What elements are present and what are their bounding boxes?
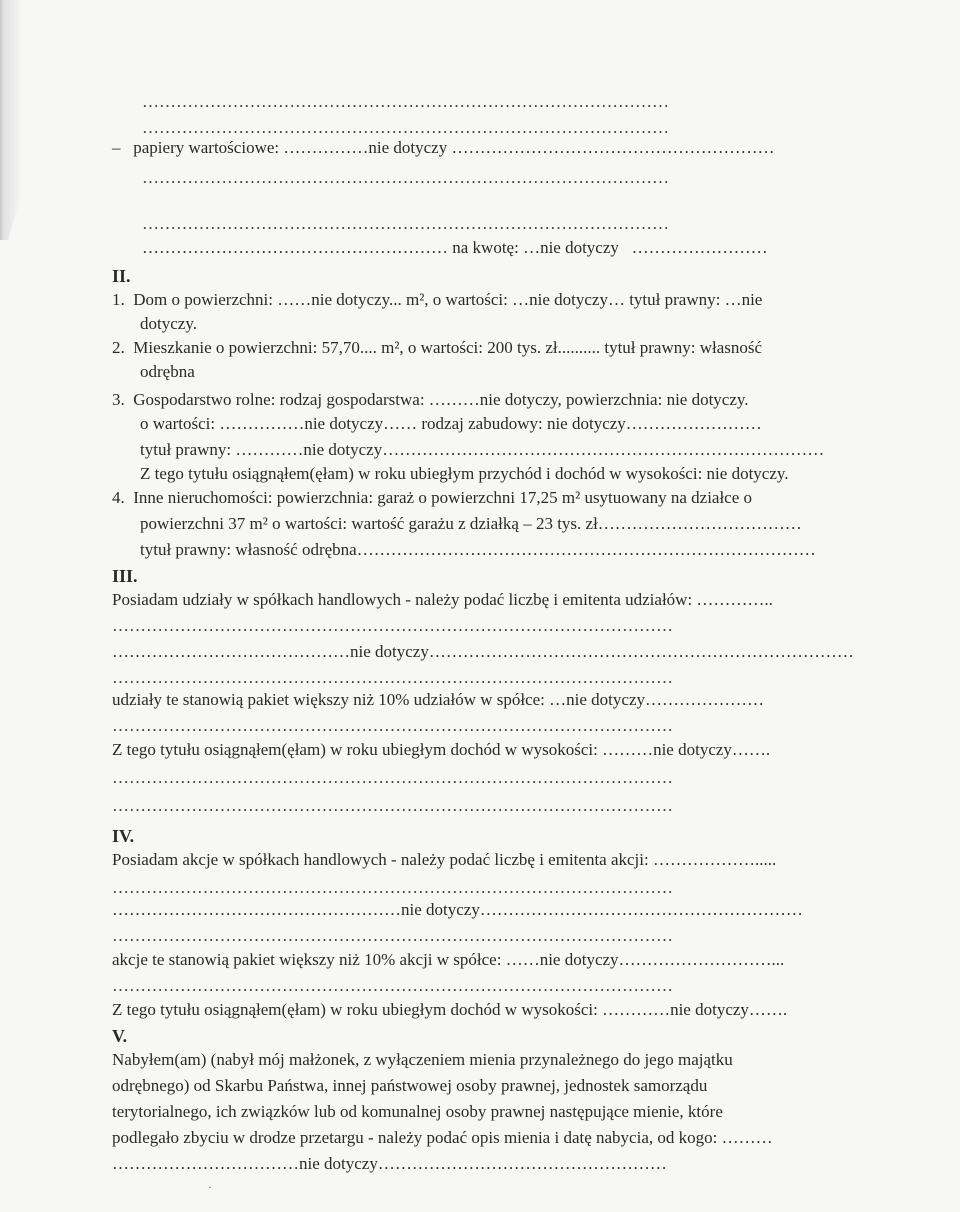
securities-line: – papiery wartościowe: ……………nie dotyczy ………………………………………………… [112, 138, 775, 157]
dotted-line: ……………………………………………………………………………………… [112, 668, 673, 687]
amount-line: ……………………………………………… na kwotę: …nie dotyczy …………………… [142, 238, 768, 257]
house-line-cont: dotyczy. [140, 314, 197, 333]
dotted-line: ……………………………………………………………………………………… [112, 796, 673, 815]
dotted-line: ……………………………………………………………………………………… [112, 768, 673, 787]
dotted-line: ……………………………………………………………………………………… [112, 716, 673, 735]
other-property-title: tytuł prawny: własność odrębna……………………………………………………………………… [140, 540, 816, 559]
acquisition-value-line: ……………………………nie dotyczy…………………………………………… [112, 1154, 667, 1173]
dotted-line: ………………………………………………………………………………… [142, 92, 669, 111]
acquisition-line: terytorialnego, ich związków lub od komunalnej osoby prawnej następujące mienie, które [112, 1102, 723, 1121]
stocks-line: Posiadam akcje w spółkach handlowych - należy podać liczbę i emitenta akcji: ………………..... [112, 850, 777, 869]
other-property-line: 4. Inne nieruchomości: powierzchnia: garaż o powierzchni 17,25 m² usytuowany na działce o [112, 488, 753, 507]
scan-speck: · [208, 1180, 212, 1194]
dotted-line: ………………………………………………………………………………… [142, 168, 669, 187]
house-line: 1. Dom o powierzchni: ……nie dotyczy... m², o wartości: …nie dotyczy… tytuł prawny: …nie [112, 290, 763, 309]
apartment-line: 2. Mieszkanie o powierzchni: 57,70.... m², o wartości: 200 tys. zł.......... tytuł prawny: własność [112, 338, 763, 357]
acquisition-line: podlegało zbyciu w drodze przetargu - należy podać opis mienia i datę nabycia, od kogo: ……… [112, 1128, 773, 1147]
shares-package-line: udziały te stanowią pakiet większy niż 10% udziałów w spółce: …nie dotyczy………………… [112, 690, 764, 709]
farm-income-line: Z tego tytułu osiągnąłem(ęłam) w roku ubiegłym przychód i dochód w wysokości: nie dotyczy. [140, 464, 789, 483]
stocks-income-line: Z tego tytułu osiągnąłem(ęłam) w roku ubiegłym dochód w wysokości: …………nie dotyczy……. [112, 1000, 788, 1019]
dotted-line: ……………………………………………………………………………………… [112, 926, 673, 945]
dotted-line: ……………………………………………………………………………………… [112, 616, 673, 635]
dotted-line: ……………………………………………………………………………………… [112, 878, 673, 897]
section-heading: III. [112, 566, 138, 586]
acquisition-line: Nabyłem(am) (nabył mój małżonek, z wyłączeniem mienia przynależnego do jego majątku [112, 1050, 733, 1069]
section-heading: V. [112, 1026, 128, 1046]
dotted-line: ………………………………………………………………………………… [142, 118, 669, 137]
page-fold-shadow [0, 0, 80, 1212]
dotted-line: ………………………………………………………………………………… [142, 214, 669, 233]
shares-income-line: Z tego tytułu osiągnąłem(ęłam) w roku ubiegłym dochód w wysokości: ………nie dotyczy……. [112, 740, 771, 759]
stocks-package-line: akcje te stanowią pakiet większy niż 10% akcji w spółce: ……nie dotyczy………………………... [112, 950, 785, 969]
shares-line: Posiadam udziały w spółkach handlowych - należy podać liczbę i emitenta udziałów: ………….. [112, 590, 773, 609]
apartment-line-cont: odrębna [140, 362, 195, 381]
dotted-line: ……………………………………………………………………………………… [112, 976, 673, 995]
acquisition-line: odrębnego) od Skarbu Państwa, innej państwowej osoby prawnej, jednostek samorządu [112, 1076, 708, 1095]
stocks-value-line: ……………………………………………nie dotyczy………………………………………………… [112, 900, 803, 919]
farm-value-line: o wartości: ……………nie dotyczy…… rodzaj zabudowy: nie dotyczy…………………… [140, 414, 762, 433]
section-heading: II. [112, 266, 131, 286]
farm-title-line: tytuł prawny: …………nie dotyczy…………………………………………………………………… [140, 440, 825, 459]
farm-line: 3. Gospodarstwo rolne: rodzaj gospodarstwa: ………nie dotyczy, powierzchnia: nie dotyczy. [112, 390, 749, 409]
shares-value-line: ……………………………………nie dotyczy………………………………………………………………… [112, 642, 854, 661]
other-property-line-cont: powierzchni 37 m² o wartości: wartość garażu z działką – 23 tys. zł……………………………… [140, 514, 802, 533]
section-heading: IV. [112, 826, 135, 846]
